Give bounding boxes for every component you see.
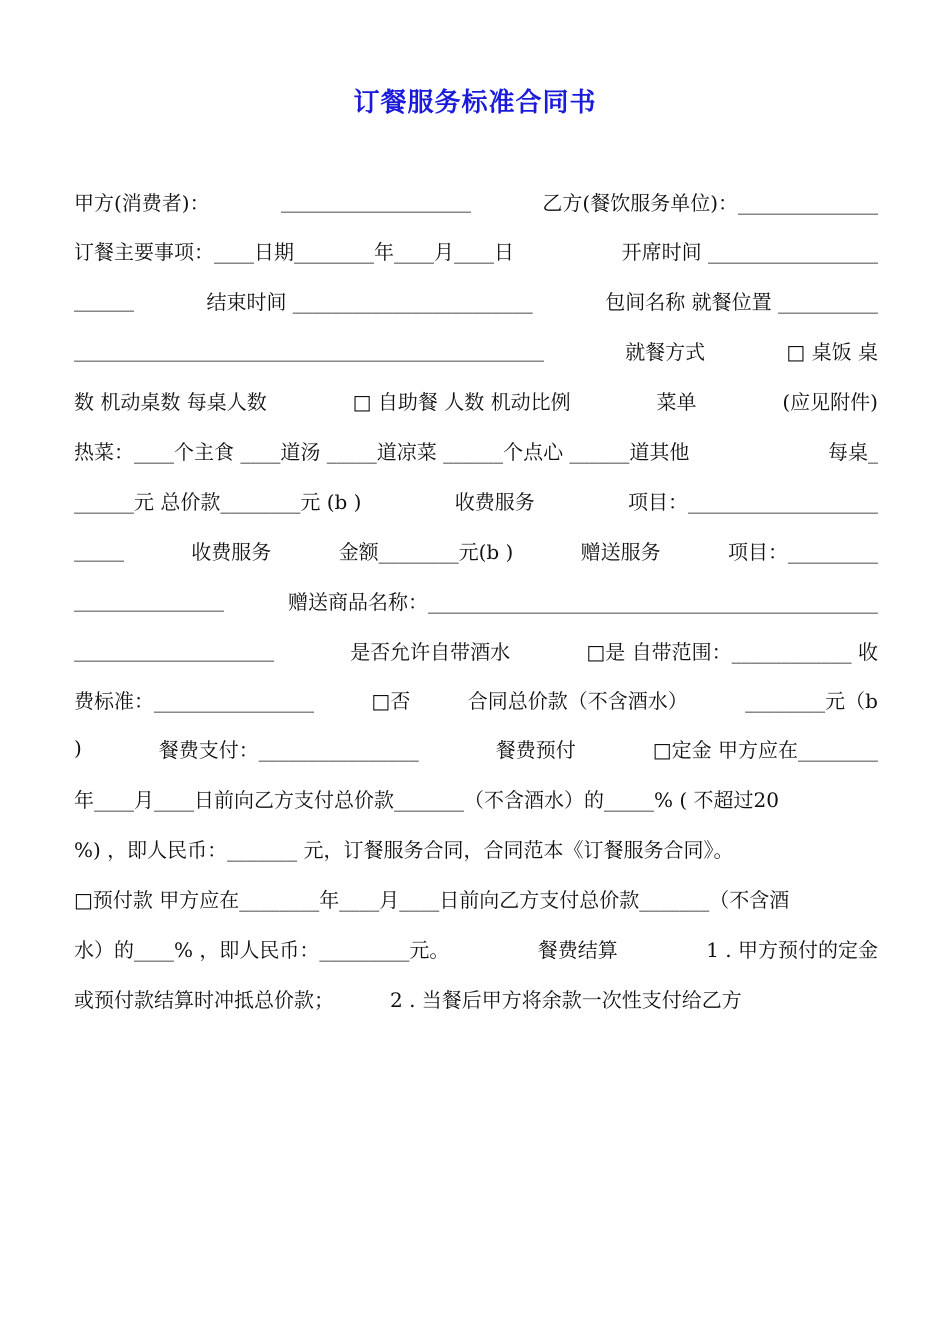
line-segment: ____________________	[74, 638, 274, 662]
line-segment: 费标准：________________	[74, 688, 314, 713]
line-segment: _______________	[74, 588, 224, 612]
body-line-9	[74, 580, 878, 620]
line-segment: □否	[371, 688, 411, 713]
line-segment: 项目：___________________	[627, 489, 878, 514]
line-segment: □ 自助餐 人数 机动比例	[352, 389, 571, 414]
line-segment: 是否允许自带酒水	[350, 639, 511, 664]
document-title: 订餐服务标准合同书	[353, 88, 597, 118]
line-segment: 餐费预付	[495, 737, 576, 762]
line-segment: 收费服务	[454, 489, 535, 514]
body-line-10	[74, 630, 878, 670]
line-segment: 菜单	[656, 389, 697, 414]
line-segment: 合同总价款（不含酒水）	[467, 688, 688, 713]
body-line-13	[74, 778, 878, 818]
line-segment: □ 桌饭 桌	[786, 339, 878, 364]
line-segment: ______	[74, 288, 134, 312]
body-line-1	[74, 181, 878, 221]
line-segment: _______________________________________________	[74, 338, 544, 362]
line-segment: 订餐主要事项：____日期________年____月____日	[74, 239, 514, 264]
line-segment: 2 . 当餐后甲方将余款一次性支付给乙方	[390, 987, 742, 1012]
line-segment: (应见附件)	[782, 389, 878, 414]
line-segment: %) ，即人民币：_______ 元，订餐服务合同，合同范本《订餐服务合同》。	[74, 837, 734, 862]
line-segment: 结束时间 ________________________	[206, 289, 533, 314]
line-segment: □预付款 甲方应在________年____月____日前向乙方支付总价款_______（不含酒	[74, 887, 790, 912]
line-segment: 金额________元(b )	[338, 539, 514, 564]
body-line-6	[74, 430, 878, 470]
body-line-5	[74, 380, 878, 420]
body-line-8	[74, 530, 878, 570]
body-line-17	[74, 978, 878, 1018]
line-segment: 包间名称 就餐位置 __________	[605, 289, 878, 314]
line-segment: ______元 总价款________元 (b )	[74, 489, 362, 514]
line-segment: 年____月____日前向乙方支付总价款_______（不含酒水）的_____% ( 不超过20	[74, 787, 779, 812]
line-segment: 1 . 甲方预付的定金	[706, 937, 878, 962]
body-line-14	[74, 828, 878, 868]
line-segment: ________元（b	[745, 688, 878, 713]
line-segment: □是 自带范围：____________ 收	[586, 639, 878, 664]
body-line-2	[74, 230, 878, 270]
body-line-4	[74, 330, 878, 370]
line-segment: 餐费结算	[537, 937, 618, 962]
body-line-12	[74, 728, 878, 768]
body-line-16	[74, 928, 878, 968]
line-segment: 开席时间 _________________	[621, 239, 878, 264]
line-segment: 水）的____% ，即人民币：_________元。	[74, 937, 450, 962]
body-line-3	[74, 280, 878, 320]
line-segment: 赠送服务	[580, 539, 661, 564]
line-segment: 或预付款结算时冲抵总价款；	[74, 987, 334, 1012]
line-segment: □定金 甲方应在________	[652, 737, 878, 762]
line-segment: 项目：_________	[727, 539, 878, 564]
line-segment: )	[74, 736, 82, 760]
line-segment: 乙方(餐饮服务单位)：______________	[542, 190, 878, 215]
body-line-7	[74, 480, 878, 520]
line-segment: 赠送商品名称：_____________________________________________	[288, 589, 878, 614]
body-line-15	[74, 878, 878, 918]
line-segment: _____	[74, 538, 124, 562]
line-segment: 就餐方式	[625, 339, 706, 364]
body-line-11	[74, 679, 878, 719]
line-segment: 餐费支付：________________	[158, 737, 419, 762]
line-segment: 收费服务	[191, 539, 272, 564]
line-segment: ___________________	[281, 189, 471, 213]
line-segment: 热菜：____个主食 ____道汤 _____道凉菜 ______个点心 ______道其他	[74, 439, 690, 464]
line-segment: 甲方(消费者)：	[74, 190, 210, 215]
line-segment: 每桌_	[828, 439, 878, 464]
line-segment: 数 机动桌数 每桌人数	[74, 389, 267, 414]
